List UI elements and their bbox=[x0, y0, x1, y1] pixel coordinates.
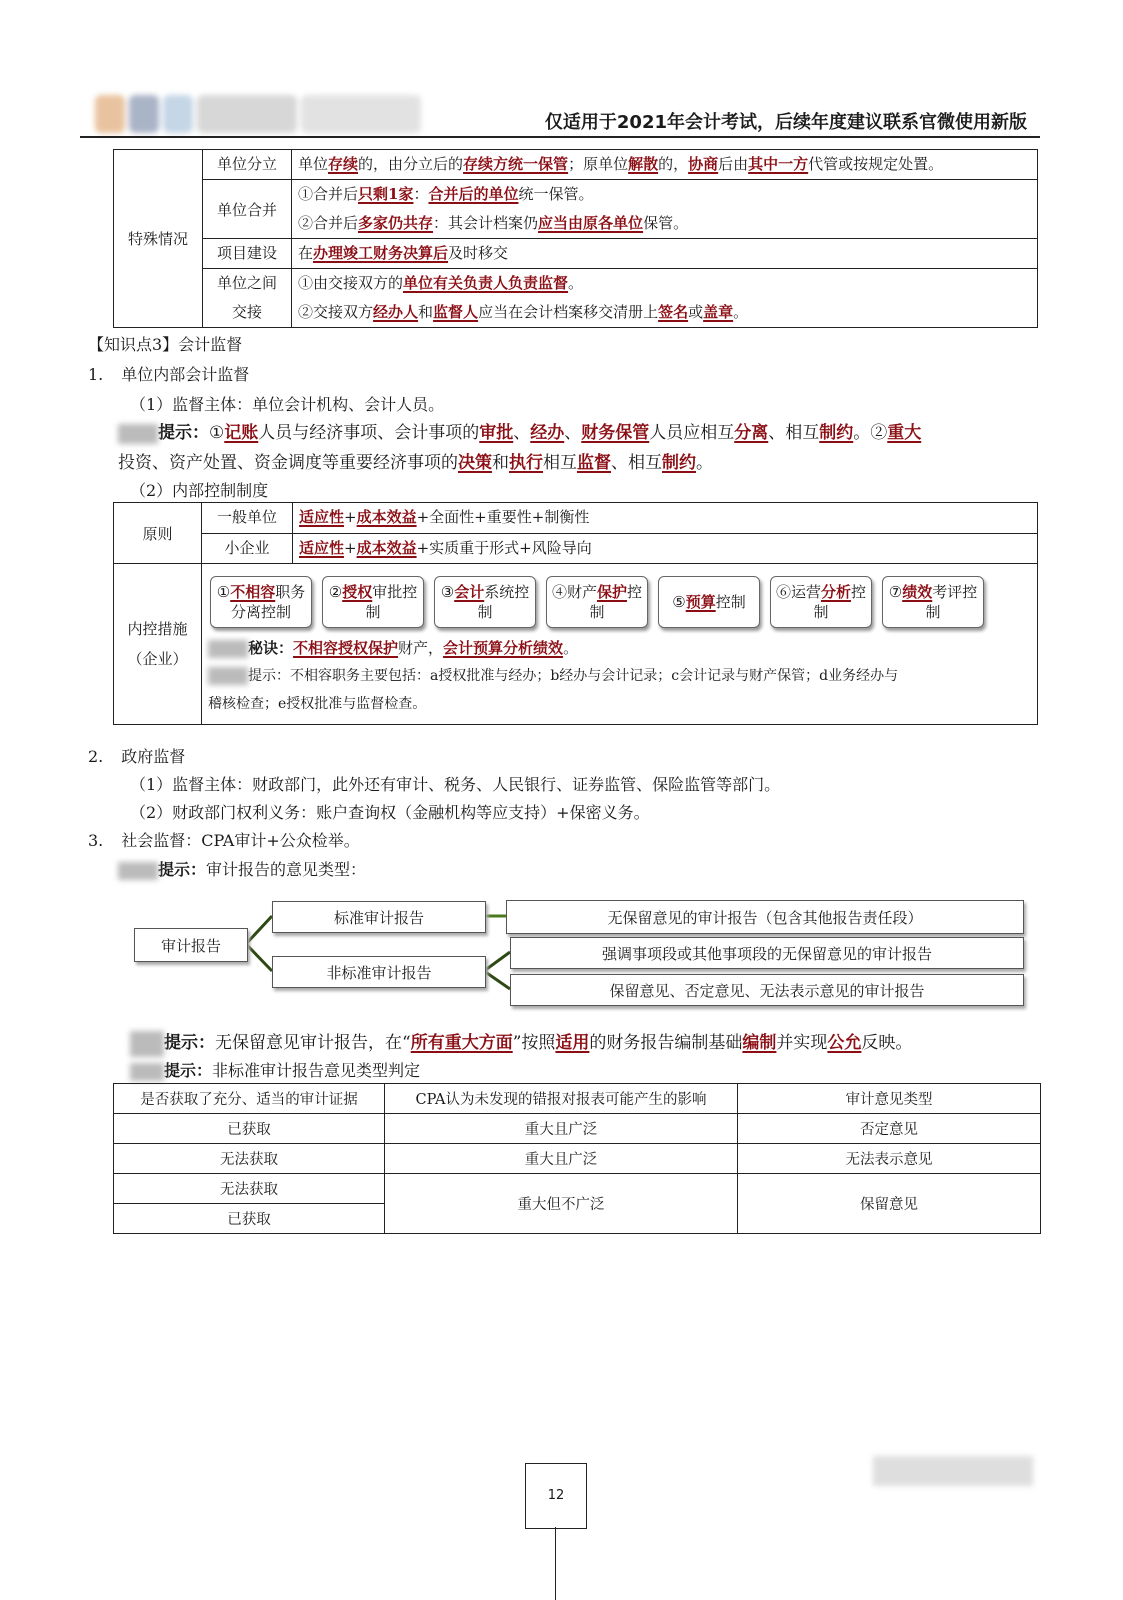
general-unit-label: 一般单位 bbox=[202, 503, 293, 534]
handover-label: 单位之间 交接 bbox=[203, 269, 292, 328]
control-box-3: ③会计系统控制 bbox=[434, 576, 536, 628]
table-cell: 已获取 bbox=[114, 1204, 385, 1234]
section-2-heading: 2. 政府监督 bbox=[88, 747, 186, 766]
tip-4: 提示：非标准审计报告意见类型判定 bbox=[130, 1058, 420, 1081]
table-cell: 已获取 bbox=[114, 1114, 385, 1144]
general-unit-text: 适应性+成本效益+全面性+重要性+制衡性 bbox=[293, 503, 1038, 534]
table-cell: 无法获取 bbox=[114, 1144, 385, 1174]
table-row bbox=[114, 1144, 1041, 1174]
project-text: 在办理竣工财务决算后及时移交 bbox=[292, 239, 1038, 269]
page-number-stem bbox=[555, 1527, 556, 1600]
tree-root: 审计报告 bbox=[134, 928, 248, 962]
section-1-sub2: （2）内部控制制度 bbox=[130, 481, 269, 500]
section-1-sub1: （1）监督主体：单位会计机构、会计人员。 bbox=[130, 395, 445, 414]
table-row bbox=[114, 1174, 1041, 1204]
handover-text: ①由交接双方的单位有关负责人负责监督。 ②交接双方经办人和监督人应当在会计档案移交清册上签名或盖章。 bbox=[292, 269, 1038, 328]
footer-watermark bbox=[873, 1456, 1033, 1486]
table-cell: 无法表示意见 bbox=[738, 1144, 1041, 1174]
category-cell: 特殊情况 bbox=[114, 150, 203, 328]
tree-leaf-2: 强调事项段或其他事项段的无保留意见的审计报告 bbox=[510, 937, 1024, 969]
header-cell: 是否获取了充分、适当的审计证据 bbox=[114, 1084, 385, 1114]
tip-3-icon bbox=[130, 1031, 164, 1057]
control-box-6: ⑥运营分析控制 bbox=[770, 576, 872, 628]
mnemonic: 秘诀：不相容授权保护财产，会计预算分析绩效。 bbox=[208, 634, 1031, 662]
split-text: 单位存续的，由分立后的存续方统一保管；原单位解散的，协商后由其中一方代管或按规定处置。 bbox=[292, 150, 1038, 180]
small-enterprise-label: 小企业 bbox=[202, 533, 293, 564]
table-row bbox=[114, 1084, 1041, 1114]
small-enterprise-text: 适应性+成本效益+实质重于形式+风险导向 bbox=[293, 533, 1038, 564]
tip-1: 提示：①记账人员与经济事项、会计事项的审批、经办、财务保管人员应相互分离、相互制约。②重大 投资、资产处置、资金调度等重要经济事项的决策和执行相互监督、相互制约。 bbox=[118, 423, 922, 473]
control-box-5: ⑤预算控制 bbox=[658, 576, 760, 628]
table-cell: 重大但不广泛 bbox=[385, 1174, 738, 1234]
principle-cell: 原则 bbox=[114, 503, 202, 564]
header-cell: CPA认为未发现的错报对报表可能产生的影响 bbox=[385, 1084, 738, 1114]
tree-standard: 标准审计报告 bbox=[272, 901, 486, 933]
merge-text: ①合并后只剩1家：合并后的单位统一保管。 ②合并后多家仍共存：其会计档案仍应当由原各单位保管。 bbox=[292, 180, 1038, 239]
tip-4-icon bbox=[130, 1063, 164, 1081]
header-notice: 仅适用于2021年会计考试，后续年度建议联系官微使用新版 bbox=[544, 112, 1027, 133]
table-row bbox=[114, 1114, 1041, 1144]
table-cell: 重大且广泛 bbox=[385, 1114, 738, 1144]
project-label: 项目建设 bbox=[203, 239, 292, 269]
kp3-title: 【知识点3】会计监督 bbox=[88, 335, 243, 354]
page-number: 12 bbox=[525, 1463, 587, 1529]
table-cell: 重大且广泛 bbox=[385, 1144, 738, 1174]
control-box-1: ①不相容职务分离控制 bbox=[210, 576, 312, 628]
control-box-4: ④财产保护控制 bbox=[546, 576, 648, 628]
section-2-line1: （1）监督主体：财政部门，此外还有审计、税务、人民银行、证券监管、保险监管等部门。 bbox=[130, 775, 781, 794]
tree-leaf-1: 无保留意见的审计报告（包含其他报告责任段） bbox=[506, 900, 1024, 934]
header-cell: 审计意见类型 bbox=[738, 1084, 1041, 1114]
section-2-line2: （2）财政部门权利义务：账户查询权（金融机构等应支持）+保密义务。 bbox=[130, 803, 650, 822]
section-1-heading: 1. 单位内部会计监督 bbox=[88, 365, 250, 384]
table-cell: 保留意见 bbox=[738, 1174, 1041, 1234]
opinion-table bbox=[113, 1083, 1041, 1234]
table-cell: 否定意见 bbox=[738, 1114, 1041, 1144]
section-3-heading: 3. 社会监督：CPA审计+公众检举。 bbox=[88, 831, 360, 850]
control-tip: 提示：不相容职务主要包括：a授权批准与经办；b经办与会计记录；c会计记录与财产保管；d业务经办与 稽核检查；e授权批准与监督检查。 bbox=[208, 668, 899, 712]
measures-cell: 内控措施 （企业） bbox=[114, 564, 202, 725]
control-box-7: ⑦绩效考评控制 bbox=[882, 576, 984, 628]
tree-leaf-3: 保留意见、否定意见、无法表示意见的审计报告 bbox=[510, 974, 1024, 1006]
tip-3: 提示：无保留意见审计报告，在“所有重大方面”按照适用的财务报告编制基础编制并实现公允反映。 bbox=[130, 1028, 912, 1057]
section-3-tip: 提示：审计报告的意见类型： bbox=[118, 857, 366, 880]
control-box-2: ②授权审批控制 bbox=[322, 576, 424, 628]
split-label: 单位分立 bbox=[203, 150, 292, 180]
tree-nonstandard: 非标准审计报告 bbox=[272, 956, 486, 988]
table-cell: 无法获取 bbox=[114, 1174, 385, 1204]
merge-label: 单位合并 bbox=[203, 180, 292, 239]
